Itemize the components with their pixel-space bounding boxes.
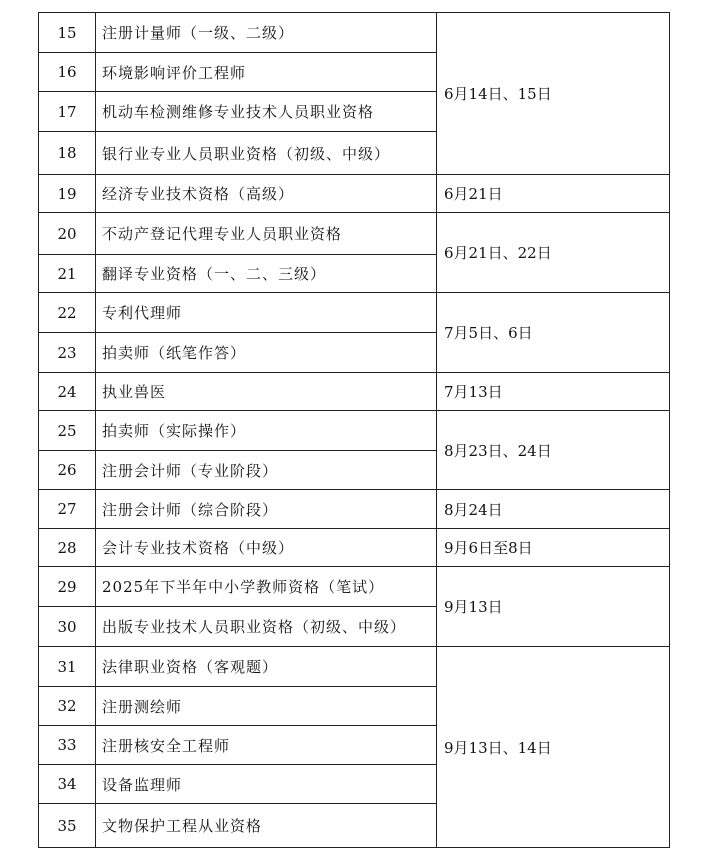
- row-number: 31: [39, 647, 96, 687]
- row-number: 17: [39, 92, 96, 132]
- row-number: 33: [39, 726, 96, 765]
- table-row: [39, 373, 670, 411]
- exam-name: 注册会计师（综合阶段）: [96, 490, 437, 529]
- exam-name: 拍卖师（纸笔作答）: [96, 333, 437, 373]
- exam-name: 翻译专业资格（一、二、三级）: [96, 255, 437, 293]
- exam-date: 9月13日、14日: [437, 647, 670, 848]
- row-number: 19: [39, 175, 96, 213]
- exam-date: 7月5日、6日: [437, 293, 670, 373]
- row-number: 27: [39, 490, 96, 529]
- exam-name: 注册核安全工程师: [96, 726, 437, 765]
- exam-date: 8月24日: [437, 490, 670, 529]
- row-number: 24: [39, 373, 96, 411]
- exam-name: 经济专业技术资格（高级）: [96, 175, 437, 213]
- exam-name: 执业兽医: [96, 373, 437, 411]
- exam-name: 注册测绘师: [96, 687, 437, 726]
- exam-name: 不动产登记代理专业人员职业资格: [96, 213, 437, 255]
- exam-name: 注册计量师（一级、二级）: [96, 13, 437, 53]
- exam-date: 9月6日至8日: [437, 529, 670, 567]
- exam-name: 2025年下半年中小学教师资格（笔试）: [96, 567, 437, 607]
- table-row: [39, 490, 670, 529]
- row-number: 22: [39, 293, 96, 333]
- row-number: 29: [39, 567, 96, 607]
- exam-name: 注册会计师（专业阶段）: [96, 451, 437, 490]
- row-number: 16: [39, 53, 96, 92]
- exam-date: 9月13日: [437, 567, 670, 647]
- exam-schedule-table: [38, 12, 670, 848]
- row-number: 34: [39, 765, 96, 804]
- row-number: 30: [39, 607, 96, 647]
- row-number: 26: [39, 451, 96, 490]
- exam-name: 专利代理师: [96, 293, 437, 333]
- exam-name: 文物保护工程从业资格: [96, 804, 437, 848]
- table-row: [39, 13, 670, 53]
- exam-name: 出版专业技术人员职业资格（初级、中级）: [96, 607, 437, 647]
- exam-name: 环境影响评价工程师: [96, 53, 437, 92]
- exam-name: 拍卖师（实际操作）: [96, 411, 437, 451]
- exam-date: 7月13日: [437, 373, 670, 411]
- row-number: 28: [39, 529, 96, 567]
- table-row: [39, 175, 670, 213]
- exam-name: 法律职业资格（客观题）: [96, 647, 437, 687]
- table-row: [39, 647, 670, 687]
- row-number: 18: [39, 132, 96, 175]
- row-number: 32: [39, 687, 96, 726]
- table-row: [39, 213, 670, 255]
- row-number: 21: [39, 255, 96, 293]
- exam-name: 机动车检测维修专业技术人员职业资格: [96, 92, 437, 132]
- exam-name: 银行业专业人员职业资格（初级、中级）: [96, 132, 437, 175]
- exam-name: 会计专业技术资格（中级）: [96, 529, 437, 567]
- exam-name: 设备监理师: [96, 765, 437, 804]
- table-row: [39, 293, 670, 333]
- row-number: 25: [39, 411, 96, 451]
- table-row: [39, 529, 670, 567]
- exam-date: 6月21日、22日: [437, 213, 670, 293]
- exam-date: 6月14日、15日: [437, 13, 670, 175]
- row-number: 15: [39, 13, 96, 53]
- exam-date: 8月23日、24日: [437, 411, 670, 490]
- row-number: 20: [39, 213, 96, 255]
- table-row: [39, 567, 670, 607]
- row-number: 23: [39, 333, 96, 373]
- row-number: 35: [39, 804, 96, 848]
- table-row: [39, 411, 670, 451]
- exam-date: 6月21日: [437, 175, 670, 213]
